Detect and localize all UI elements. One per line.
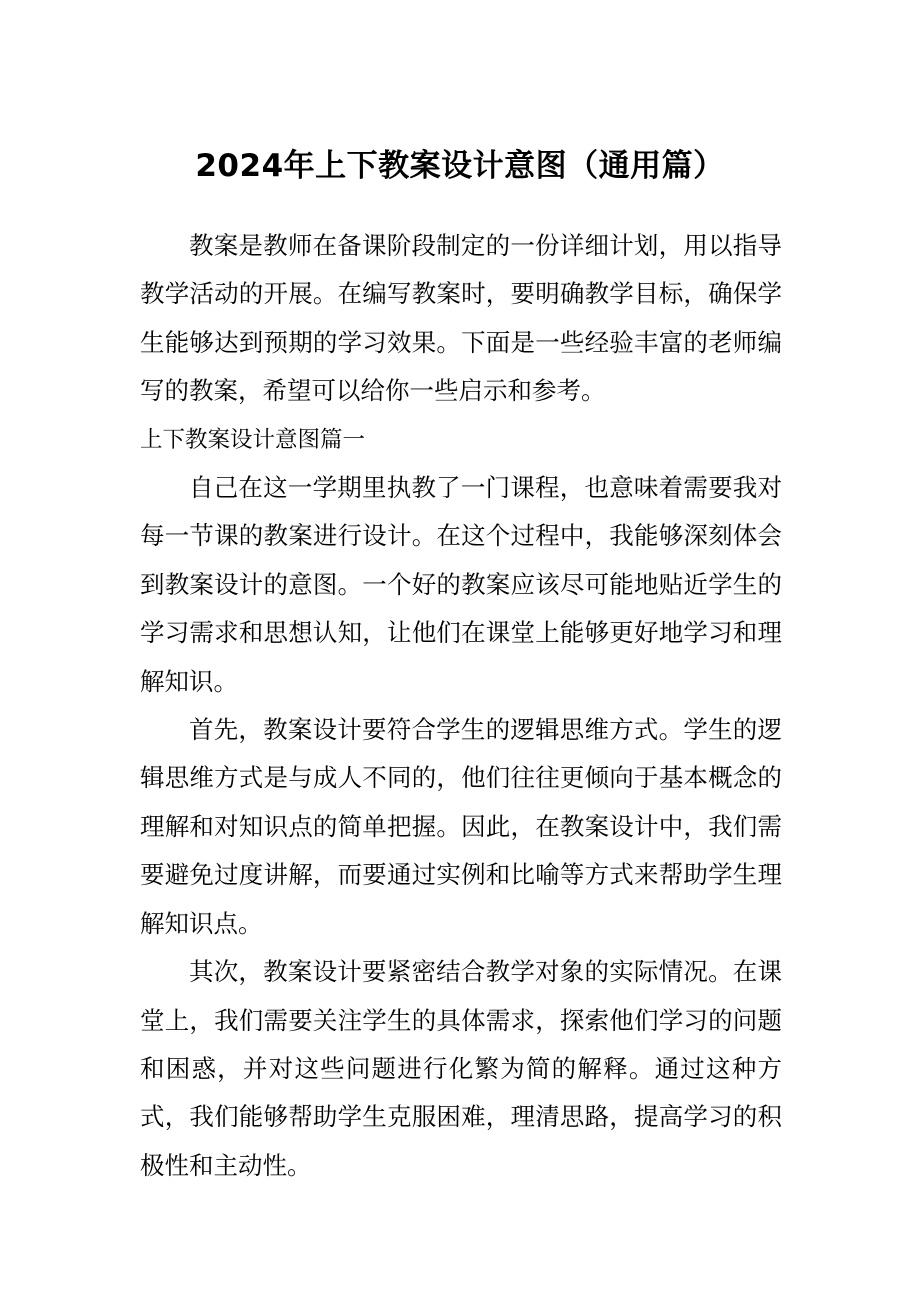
document-body: [140, 222, 782, 1190]
body-paragraph-3: 其次，教案设计要紧密结合教学对象的实际情况。在课堂上，我们需要关注学生的具体需求，探索他们学习的问题和困惑，并对这些问题进行化繁为简的解释。通过这种方式，我们能够帮助学生克服困难，理清思路，提高学习的积极性和主动性。: [140, 957, 782, 1180]
document-title: 2024年上下教案设计意图（通用篇）: [195, 148, 725, 184]
body-paragraph-2: 首先，教案设计要符合学生的逻辑思维方式。学生的逻辑思维方式是与成人不同的，他们往往更倾向于基本概念的理解和对知识点的简单把握。因此，在教案设计中，我们需要避免过度讲解，而要通过实例和比喻等方式来帮助学生理解知识点。: [140, 715, 782, 938]
section-heading: 上下教案设计意图篇一: [140, 426, 366, 453]
intro-paragraph: 教案是教师在备课阶段制定的一份详细计划，用以指导教学活动的开展。在编写教案时，要明确教学目标，确保学生能够达到预期的学习效果。下面是一些经验丰富的老师编写的教案，希望可以给你一些启示和参考。: [140, 231, 782, 406]
body-paragraph-1: 自己在这一学期里执教了一门课程，也意味着需要我对每一节课的教案进行设计。在这个过程中，我能够深刻体会到教案设计的意图。一个好的教案应该尽可能地贴近学生的学习需求和思想认知，让他们在课堂上能够更好地学习和理解知识。: [140, 473, 782, 696]
